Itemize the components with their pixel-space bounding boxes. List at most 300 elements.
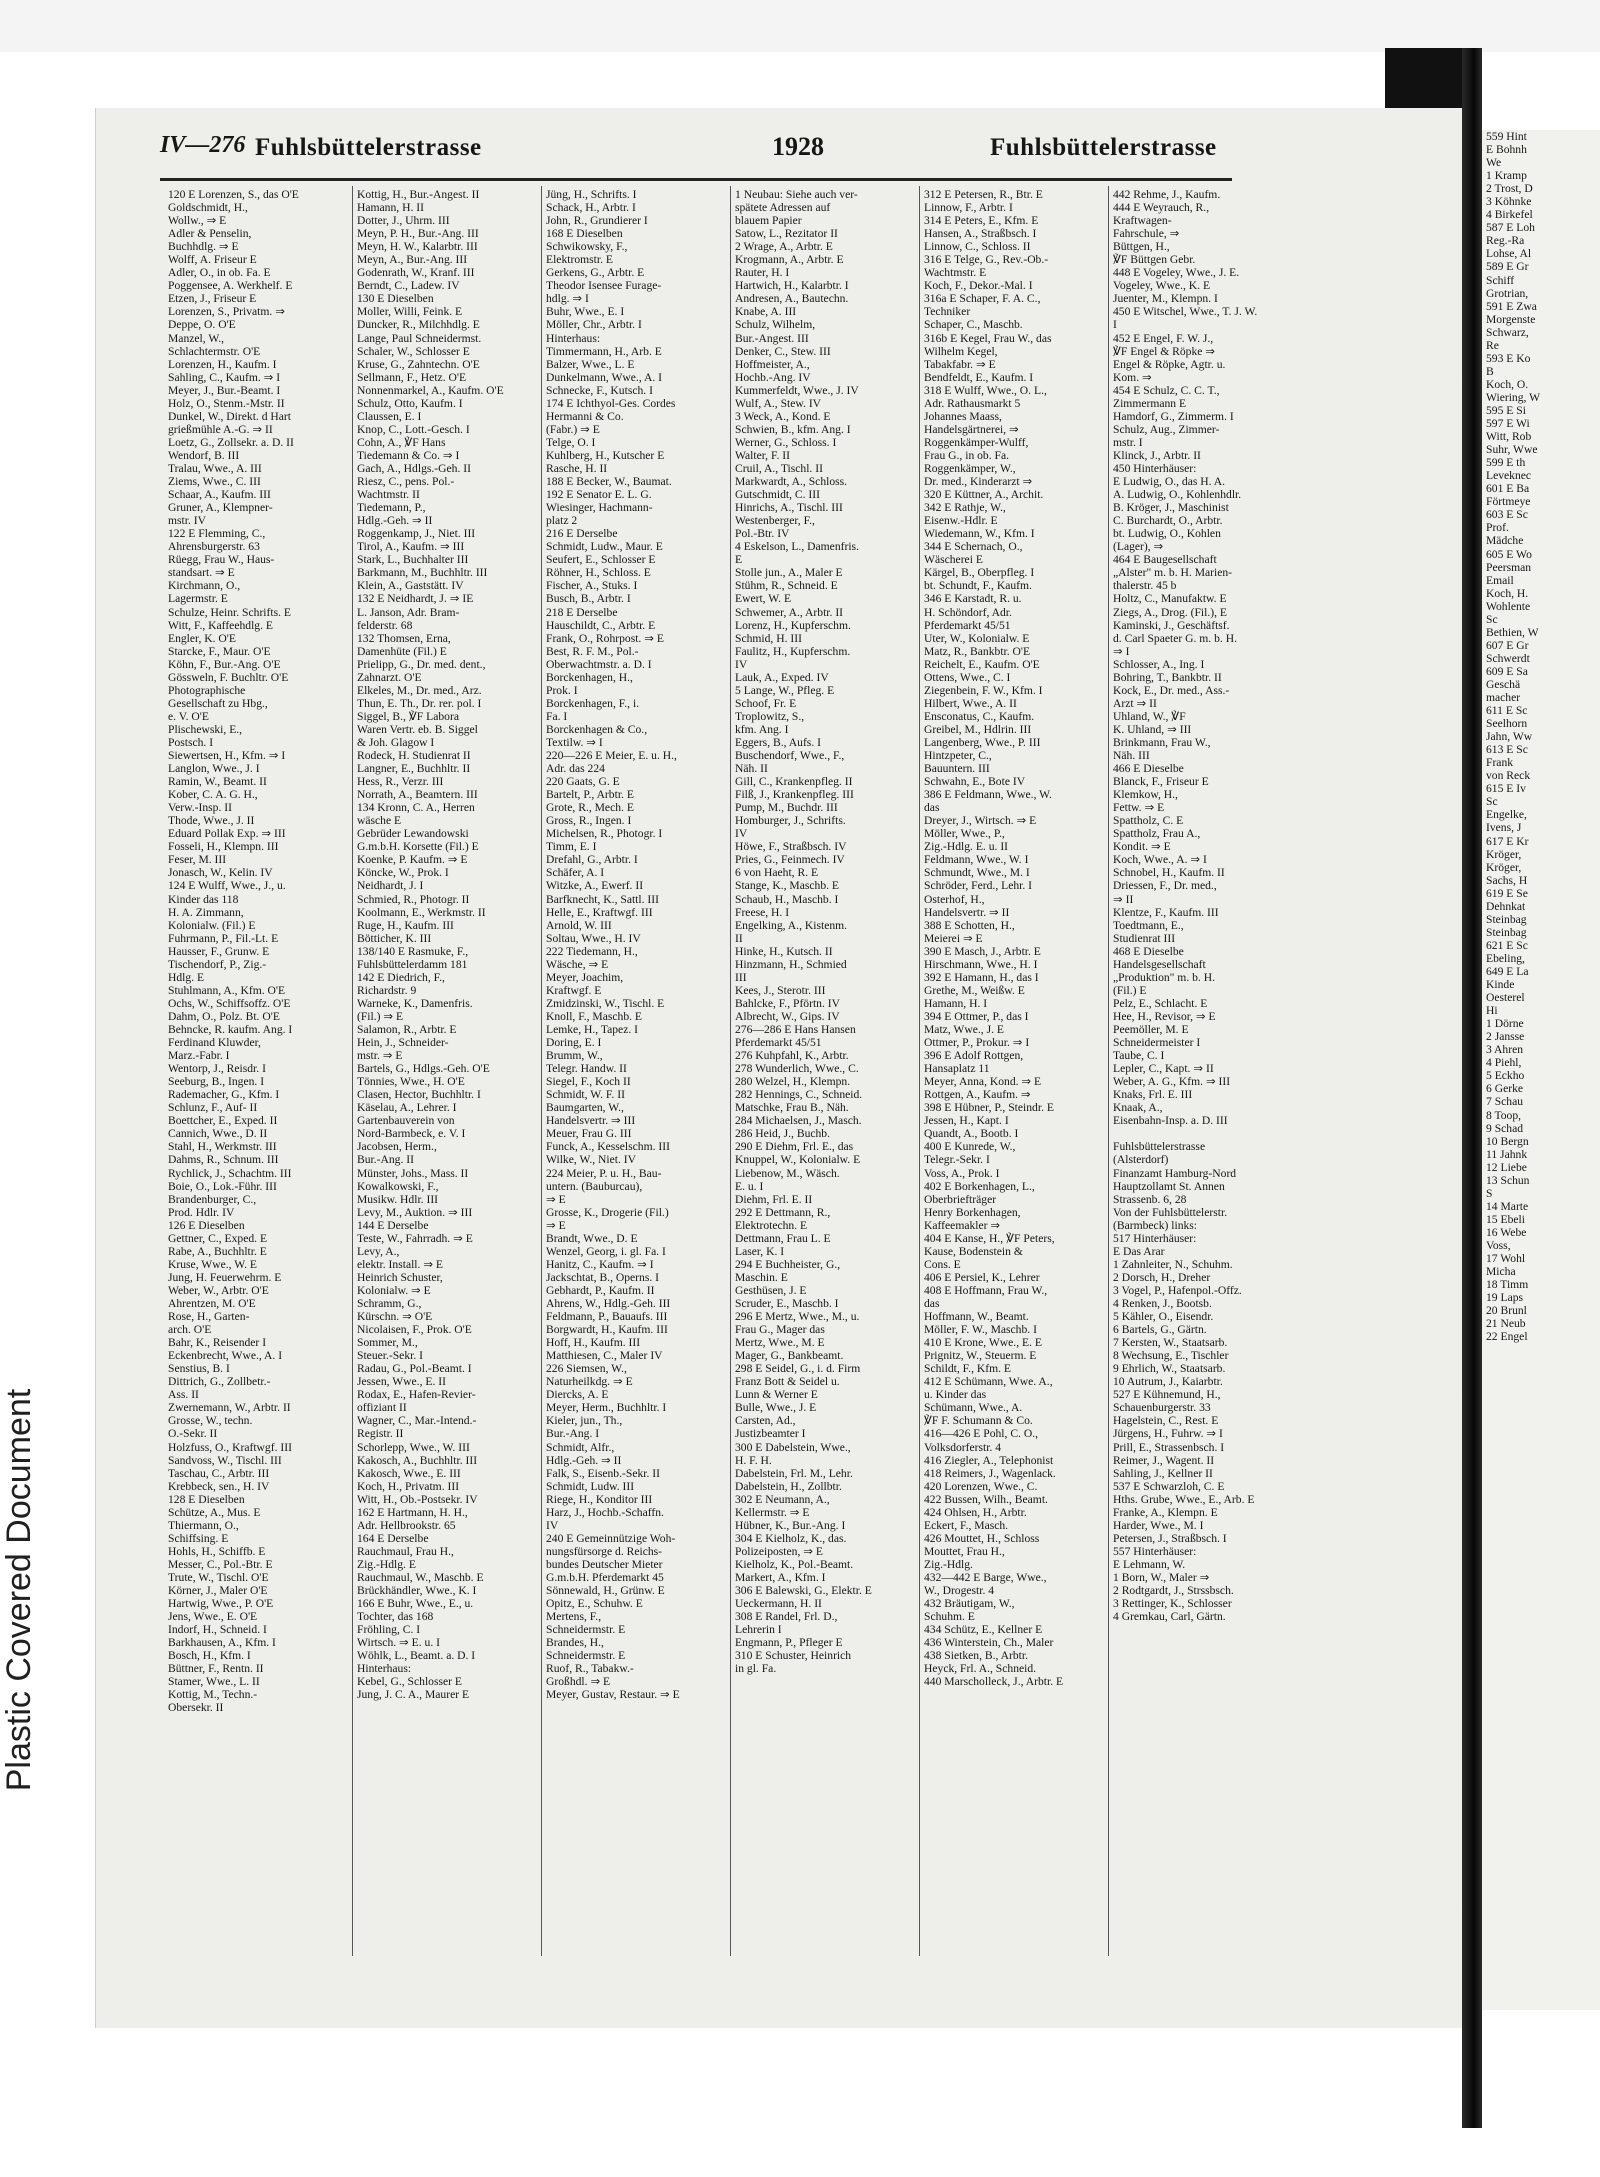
directory-entry: Markwardt, A., Schloss. [735,475,848,489]
fragment-entry: 613 E Sc [1486,743,1528,757]
directory-entry: (Lager), ⇒ [1113,540,1164,554]
directory-entry: Schneidermeister I [1113,1036,1201,1050]
directory-entry: Helle, E., Kraftwgf. III [546,905,653,919]
directory-column-4 [735,188,915,1988]
directory-entry: Godenrath, W., Kranf. III [357,266,475,280]
directory-entry: Poggensee, A. Werkhelf. E [168,279,293,293]
directory-entry: Andresen, A., Bautechn. [735,292,849,306]
directory-entry: Ochs, W., Schiffsoffz. O'E [168,996,291,1010]
directory-entry: Schauenburgerstr. 33 [1113,1401,1211,1415]
directory-entry: Kuhlberg, H., Kutscher E [546,448,665,462]
directory-entry: Gartenbauverein von [357,1114,455,1128]
directory-entry: Schneidermstr. E [546,1623,626,1637]
directory-entry: Damenhüte (Fil.) E [357,644,447,658]
directory-entry: 448 E Vogeley, Wwe., J. E. [1113,266,1240,280]
directory-entry: Langlon, Wwe., J. I [168,762,260,776]
directory-entry: Meyn, P. H., Bur.-Ang. III [357,227,479,241]
fragment-entry: 1 Dörne [1486,1017,1524,1031]
directory-entry: 216 E Derselbe [546,527,618,541]
directory-entry: Hermanni & Co. [546,409,624,423]
directory-entry: 390 E Masch, J., Arbtr. E [924,944,1041,958]
directory-entry: Gebrüder Lewandowski [357,827,469,841]
directory-entry: Möller, Chr., Arbtr. I [546,318,642,332]
directory-entry: 162 E Hartmann, H. H., [357,1505,468,1519]
page-number: IV—276 [160,132,246,158]
directory-entry: 276—286 E Hans Hansen [735,1023,856,1036]
directory-entry: & Joh. Glagow I [357,735,435,749]
directory-entry: 282 Hennings, C., Schneid. [735,1088,863,1102]
directory-entry: Näh. II [735,762,768,776]
directory-entry: L. Janson, Adr. Bram- [357,605,460,619]
directory-entry: 294 E Buchheister, G., [735,1257,841,1271]
directory-entry: Zig.-Hdlg. [924,1557,973,1571]
directory-entry: 406 E Persiel, K., Lehrer [924,1270,1040,1284]
directory-entry: Kakosch, Wwe., E. III [357,1466,461,1480]
directory-entry: Nonnenmarkel, A., Kaufm. O'E [357,383,504,397]
directory-entry: Michelsen, R., Photogr. I [546,827,663,841]
directory-entry: 138/140 E Rasmuke, F., [357,944,469,958]
directory-entry: Warneke, K., Damenfris. [357,996,473,1010]
directory-entry: Knuppel, W., Kolonialw. E [735,1153,861,1167]
fragment-entry: Oesterel [1486,991,1525,1005]
directory-entry: Adler & Penselin, [168,227,252,241]
next-page-text [1482,130,1600,1343]
directory-entry: Jüng, H., Schrifts. I [546,188,637,201]
directory-entry: Köhn, F., Bur.-Ang. O'E [168,657,281,671]
directory-entry: Hein, J., Schneider- [357,1036,449,1050]
fragment-entry: 6 Gerke [1486,1082,1524,1096]
directory-entry: Arnold, W. III [546,918,612,932]
fragment-entry: Wohlente [1486,599,1531,613]
directory-entry: Timm, E. I [546,840,597,854]
directory-entry: 142 E Diedrich, F., [357,970,445,984]
directory-entry: Elektromstr. E [546,253,613,267]
directory-entry: Dunkelmann, Wwe., A. I [546,370,663,384]
directory-entry: Rauter, H. I [735,266,790,280]
directory-entry: 222 Tiedemann, H., [546,944,638,958]
directory-entry: Loetz, G., Zollsekr. a. D. II [168,435,294,449]
directory-entry: Wollw., ⇒ E [168,214,227,228]
directory-entry: Adr. Rathausmarkt 5 [924,396,1021,410]
directory-entry: (Fabr.) ⇒ E [546,422,600,436]
directory-entry: Schneidermstr. E [546,1649,626,1663]
directory-entry: Gross, R., Ingen. I [546,814,632,828]
directory-entry: Holtz, C., Manufaktw. E [1113,592,1227,606]
directory-entry: Kondit. ⇒ E [1113,840,1171,854]
directory-entry: Adr. Hellbrookstr. 65 [357,1518,456,1532]
directory-entry: Ensconatus, C., Kaufm. [924,709,1035,723]
directory-entry: Roggenkämper-Wulff, [924,435,1029,449]
directory-entry: Satow, L., Rezitator II [735,227,838,241]
directory-entry: Ziegs, A., Drog. (Fil.), E [1113,605,1227,619]
directory-entry: Kolonialw. ⇒ E [357,1283,431,1297]
directory-entry: Stuhlmann, A., Kfm. O'E [168,983,286,997]
directory-entry: Buhr, Wwe., E. I [546,305,625,319]
directory-entry: 320 E Küttner, A., Archit. [924,488,1044,502]
directory-entry: Engler, K. O'E [168,631,236,645]
directory-entry: Kruse, G., Zahntechn. O'E [357,357,480,371]
fragment-entry: Sachs, H [1486,873,1528,887]
fragment-entry: Peersman [1486,560,1532,574]
directory-entry: Kebel, G., Schlosser E [357,1675,462,1689]
directory-entry: 450 E Witschel, Wwe., T. J. W. [1113,305,1258,319]
directory-entry: Linnow, C., Schloss. II [924,240,1031,254]
directory-entry: III [735,970,747,984]
directory-entry: Mouttet, Frau H., [924,1544,1005,1558]
directory-entry: Schaub, H., Maschb. I [735,892,839,906]
fragment-entry: 18 Timm [1486,1278,1529,1292]
directory-entry: Schlachtermstr. O'E [168,344,261,358]
directory-entry: Kürschn. ⇒ O'E [357,1310,433,1324]
directory-entry: Büttgen, H., [1113,240,1170,254]
directory-entry: John, R., Grundierer I [546,214,648,228]
directory-entry: Rauchmaul, Frau H., [357,1544,454,1558]
directory-entry: 302 E Neumann, A., [735,1492,830,1506]
directory-entry: Ramin, W., Beamt. II [168,775,267,789]
directory-entry: untern. (Bauburcau), [546,1179,643,1193]
directory-entry: 164 E Derselbe [357,1531,429,1545]
directory-entry: 420 Lorenzen, Wwe., C. [924,1479,1038,1493]
directory-entry: Theodor Isensee Furage- [546,279,662,293]
directory-entry: Hübner, K., Bur.-Ang. I [735,1518,846,1532]
directory-entry: Radau, G., Pol.-Beamt. I [357,1362,472,1376]
fragment-entry: 16 Webe [1486,1225,1527,1239]
directory-entry: Koch, F., Dekor.-Mal. I [924,279,1033,293]
directory-entry: Bahr, K., Reisender I [168,1336,267,1350]
fragment-entry: 595 E Si [1486,403,1526,417]
directory-entry: Stolle jun., A., Maler E [735,566,843,580]
directory-column-1 [168,188,348,1988]
directory-entry: Henry Borkenhagen, [924,1205,1021,1219]
directory-entry: 312 E Petersen, R., Btr. E [924,188,1043,201]
directory-entry: Weber, A. G., Kfm. ⇒ III [1113,1075,1231,1089]
directory-entry: Starcke, F., Maur. O'E [168,644,271,658]
directory-entry: Knaks, Frl. E. III [1113,1088,1193,1102]
directory-entry: Hilbert, Wwe., A. II [924,696,1017,710]
directory-entry: Richardstr. 9 [357,983,417,997]
directory-entry: Greibel, M., Hdlrin. III [924,722,1032,736]
directory-entry: Schmidt, Ludw. III [546,1479,635,1493]
fragment-entry: 22 Engel [1486,1330,1528,1344]
directory-entry: Eckenbrecht, Wwe., A. I [168,1349,283,1363]
fragment-entry: 4 Birkefel [1486,208,1533,222]
fragment-entry: 2 Jansse [1486,1030,1525,1044]
directory-entry: Taube, C. I [1113,1049,1165,1063]
directory-entry: standsart. ⇒ E [168,566,235,580]
directory-entry: Stark, L., Buchhalter III [357,553,469,567]
directory-entry: Gesellschaft zu Hbg., [168,696,268,710]
directory-entry: Dotter, J., Uhrm. III [357,214,450,228]
directory-entry: Osterhof, H., [924,892,985,906]
directory-entry: Wentorp, J., Reisdr. I [168,1062,266,1076]
directory-entry: Kause, Bodenstein & [924,1244,1023,1258]
fragment-entry: 21 Neub [1486,1317,1526,1331]
directory-entry: 444 E Weyrauch, R., [1113,201,1210,215]
fragment-entry: Hi [1486,1004,1498,1018]
header-rule [160,178,1232,181]
directory-entry: Musikw. Hdlr. III [357,1192,439,1206]
directory-entry: 468 E Dieselbe [1113,944,1184,958]
fragment-entry: 3 Köhnke [1486,195,1532,209]
directory-entry: 557 Hinterhäuser: [1113,1544,1197,1558]
fragment-entry: Reg.-Ra [1486,234,1525,248]
directory-entry: (Fil.) E [1113,983,1147,997]
directory-entry: 537 E Schwarzloh, C. E [1113,1479,1225,1493]
directory-entry: 344 E Schernach, O., [924,540,1023,554]
directory-entry: das [924,801,940,815]
directory-entry: 224 Meier, P. u. H., Bau- [546,1166,662,1180]
directory-entry: Roggenkämper, W., [924,461,1016,475]
directory-entry: Schnobel, H., Kaufm. II [1113,866,1225,880]
directory-entry: Cohn, A., ℣F Hans [357,435,446,449]
directory-entry: Kaminski, J., Geschäftsf. [1113,618,1230,632]
directory-entry: Lorenzen, H., Kaufm. I [168,357,277,371]
directory-entry: Gruner, A., Klempner- [168,501,273,515]
directory-entry: Grote, R., Mech. E [546,801,634,815]
directory-entry: 436 Winterstein, Ch., Maler [924,1636,1054,1650]
directory-entry: Kellermstr. ⇒ E [735,1505,810,1519]
directory-entry: Clasen, Hector, Buchhltr. I [357,1088,481,1102]
directory-entry: 134 Kronn, C. A., Herren [357,801,475,815]
directory-entry: Wachtmstr. II [357,488,420,502]
directory-entry: 316a E Schaper, F. A. C., [924,292,1041,306]
directory-entry: Albrecht, W., Gips. IV [735,1009,840,1023]
next-page-fragment [1482,130,1600,2010]
directory-entry: 404 E Kanse, H., ℣F Peters, [924,1231,1055,1245]
directory-entry: Timmermann, H., Arb. E [546,344,662,358]
directory-entry: Brandes, H., [546,1636,604,1650]
fragment-entry: 8 Toop, [1486,1108,1522,1122]
directory-entry [1113,1127,1293,1140]
directory-entry: 3 Rettinger, K., Schlosser [1113,1597,1232,1611]
directory-entry: Wachtmstr. E [924,266,987,280]
directory-entry: 394 E Ottmer, P., das I [924,1009,1029,1023]
fragment-entry: 607 E Gr [1486,638,1529,652]
directory-entry: Schramm, G., [357,1296,422,1310]
directory-entry: 416—426 E Pohl, C. O., [924,1427,1039,1441]
directory-entry: Hdlg. E [168,970,205,984]
directory-entry: Klemkow, H., [1113,788,1178,802]
directory-entry: Borckenhagen, H., [546,670,633,684]
directory-entry: Hdlg.-Geh. ⇒ II [546,1453,622,1467]
directory-entry: 132 Thomsen, Erna, [357,631,451,645]
directory-entry: Gebhardt, P., Kaufm. II [546,1283,655,1297]
directory-entry: 442 Rehme, J., Kaufm. [1113,188,1221,201]
fragment-entry: Ebeling, [1486,951,1525,965]
directory-entry: Zig.-Hdlg. E [357,1557,416,1571]
directory-entry: Wendorf, B. III [168,448,240,462]
directory-entry: Hartwich, H., Kalarbtr. I [735,279,849,293]
directory-entry: Kaffeemakler ⇒ [924,1218,1001,1232]
directory-entry: Dunkel, W., Direkt. d Hart [168,409,292,423]
column-divider [730,186,731,1956]
directory-entry: Kruse, Wwe., W. E [168,1257,257,1271]
directory-entry: Münster, Johs., Mass. II [357,1166,469,1180]
directory-entry: Techniker [924,305,971,319]
directory-entry: 398 E Hübner, P., Steindr. E [924,1101,1054,1115]
directory-entry: Schaler, W., Schlosser E [357,344,470,358]
directory-entry: Indorf, H., Schneid. I [168,1623,267,1637]
directory-entry: Ruof, R., Tabakw.- [546,1662,634,1676]
directory-entry: Bosch, H., Kfm. I [168,1649,251,1663]
directory-entry: Höwe, F., Straßbsch. IV [735,840,847,854]
directory-entry: 220—226 E Meier, E. u. H., [546,749,677,763]
fragment-entry: 1 Kramp [1486,169,1527,183]
directory-entry: G.m.b.H. Pferdemarkt 45 [546,1570,664,1584]
directory-entry: Schröder, Ferd., Lehr. I [924,879,1033,893]
directory-entry: Schuhm. E [924,1610,975,1624]
directory-entry: ℣F Büttgen Gebr. [1113,253,1196,267]
directory-entry: Tiedemann & Co. ⇒ I [357,448,460,462]
directory-entry: 304 E Kielholz, K., das. [735,1531,847,1545]
directory-entry: Meyer, Gustav, Restaur. ⇒ E [546,1688,680,1702]
directory-entry: Siegel, F., Koch II [546,1075,631,1089]
fragment-entry: 589 E Gr [1486,260,1529,274]
directory-entry: Siggel, B., ℣F Labora [357,709,459,723]
directory-entry: Wulf, A., Stew. IV [735,396,822,410]
directory-entry: kfm. Ang. I [735,722,789,736]
directory-entry: Mertz, Wwe., M. E [735,1336,825,1350]
directory-entry: (Fil.) ⇒ E [357,1009,404,1023]
directory-entry: ℣F Engel & Röpke ⇒ [1113,344,1216,358]
directory-entry: Harder, Wwe., M. I [1113,1518,1204,1532]
directory-entry: Werner, G., Schloss. I [735,435,837,449]
directory-entry: Weber, W., Arbtr. O'E [168,1283,269,1297]
directory-entry: Heyck, Frl. A., Schneid. [924,1662,1037,1676]
directory-entry: Jung, H. Feuerwehrm. E [168,1270,282,1284]
directory-entry: 412 E Schümann, Wwe. A., [924,1375,1053,1389]
column-divider [1108,186,1109,1956]
directory-entry: Barfknecht, K., Sattl. III [546,892,660,906]
directory-entry: Meyer, J., Bur.-Beamt. I [168,383,281,397]
directory-entry: 396 E Adolf Rottgen, [924,1049,1024,1063]
directory-entry: Büttner, F., Rentn. II [168,1662,264,1676]
directory-entry: 454 E Schulz, C. C. T., [1113,383,1220,397]
directory-entry: Hauschildt, C., Arbtr. E [546,618,656,632]
directory-entry: Kom. ⇒ [1113,370,1152,384]
directory-entry: 290 E Diehm, Frl. E., das [735,1140,854,1154]
directory-entry: Kottig, M., Techn.- [168,1688,258,1702]
directory-entry: Eisenw.-Hdlr. E [924,514,998,528]
directory-entry: Wirtsch. ⇒ E. u. I [357,1636,440,1650]
directory-entry: Diercks, A. E [546,1388,609,1402]
directory-entry: Kowalkowski, F., [357,1179,439,1193]
directory-entry: Scruder, E., Maschb. I [735,1296,839,1310]
directory-entry: Hansaplatz 11 [924,1062,990,1076]
directory-entry: Bur.-Ang. I [546,1427,600,1441]
directory-entry: Markert, A., Kfm. I [735,1570,826,1584]
directory-entry: H. A. Zimmann, [168,905,244,919]
fragment-entry: Voss, [1486,1238,1511,1252]
fragment-entry: 5 Eckho [1486,1069,1525,1083]
directory-entry: Kraftwgf. E [546,983,602,997]
directory-entry: 310 E Schuster, Heinrich [735,1649,852,1663]
directory-entry: Bulle, Wwe., J. E [735,1401,817,1415]
directory-entry: 7 Kersten, W., Staatsarb. [1113,1336,1228,1350]
directory-entry: Sahling, J., Kellner II [1113,1466,1213,1480]
fragment-entry: 11 Jahnk [1486,1147,1528,1161]
directory-entry: Telegr.-Sekr. I [924,1153,990,1167]
directory-entry: Hintzpeter, C., [924,749,992,763]
directory-entry: Tirol, A., Kaufm. ⇒ III [357,540,465,554]
directory-entry: Kielholz, K., Pol.-Beamt. [735,1557,854,1571]
directory-entry: 1 Zahnleiter, N., Schuhm. [1113,1257,1233,1271]
directory-entry: Kraftwagen- [1113,214,1172,228]
directory-entry: Behncke, R. kaufm. Ang. I [168,1023,293,1036]
directory-entry: Schwahn, E., Bote IV [924,775,1026,789]
directory-entry: Thode, Wwe., J. II [168,814,255,828]
directory-entry: Telegr. Handw. II [546,1062,627,1076]
directory-entry: Prod. Hdlr. IV [168,1205,235,1219]
directory-entry: Volksdorferstr. 4 [924,1440,1002,1454]
directory-entry: Franke, A., Klempn. E [1113,1505,1218,1519]
directory-entry: Frank, O., Rohrpost. ⇒ E [546,631,664,645]
directory-entry: 126 E Dieselben [168,1218,245,1232]
directory-entry: 400 E Kunrede, W., [924,1140,1016,1154]
directory-entry: Spattholz, C. E [1113,814,1184,828]
directory-entry: 120 E Lorenzen, S., das O'E [168,188,299,201]
directory-entry: das [924,1296,940,1310]
directory-entry: Matschke, Frau B., Näh. [735,1101,849,1115]
fragment-entry: 2 Trost, D [1486,182,1533,196]
directory-entry: 440 Marscholleck, J., Arbtr. E [924,1675,1064,1689]
fragment-entry: Grotrian, [1486,286,1529,300]
fragment-entry: Schwarz, [1486,325,1529,339]
fragment-entry: 14 Marte [1486,1199,1529,1213]
scan-top-margin [0,0,1600,52]
directory-entry: Roggenkamp, J., Niet. III [357,527,476,541]
directory-entry: Feser, M. III [168,853,227,867]
directory-entry: Engmann, P., Pfleger E [735,1636,843,1650]
directory-column-6 [1113,188,1293,1988]
directory-entry: Barkhausen, A., Kfm. I [168,1636,276,1650]
directory-entry: Balzer, Wwe., L. E [546,357,635,371]
directory-entry: Brandenburger, C., [168,1192,257,1206]
directory-entry: Sönnewald, H., Grünw. E [546,1584,665,1598]
directory-entry: 300 E Dabelstein, Wwe., [735,1440,851,1454]
street-title-left: Fuhlsbüttelerstrasse [255,134,482,161]
directory-entry: Maschin. E [735,1270,788,1284]
fragment-entry: Frank [1486,756,1514,770]
directory-entry: Knop, C., Lott.-Gesch. I [357,422,470,436]
directory-entry: Ahrens, W., Hdlg.-Geh. III [546,1296,671,1310]
directory-entry: Liebenow, M., Wäsch. [735,1166,840,1180]
directory-entry: Schütze, A., Mus. E [168,1505,261,1519]
fragment-entry: macher [1486,691,1521,705]
directory-entry: hdlg. ⇒ I [546,292,589,306]
directory-entry: Elektrotechn. E [735,1218,808,1232]
directory-entry: Pol.-Btr. IV [735,527,790,541]
directory-entry: ⇒ I [1113,644,1130,658]
directory-entry: Tabakfabr. ⇒ E [924,357,996,371]
directory-entry: Denker, C., Stew. III [735,344,831,358]
directory-entry: Hee, H., Revisor, ⇒ E [1113,1009,1216,1023]
directory-entry: Gettner, C., Exped. E [168,1231,268,1245]
directory-entry: Walter, F. II [735,448,790,462]
fragment-entry: 615 E Iv [1486,782,1526,796]
directory-entry: Brinkmann, Frau W., [1113,735,1211,749]
directory-entry: Nord-Barmbeck, e. V. I [357,1127,466,1141]
directory-entry: ℣F F. Schumann & Co. [924,1414,1033,1428]
directory-entry: 314 E Peters, E., Kfm. E [924,214,1039,228]
directory-entry: Ewert, W. E [735,592,792,606]
directory-entry: Taschau, C., Arbtr. III [168,1466,270,1480]
directory-entry: Marz.-Fabr. I [168,1049,230,1063]
directory-entry: Schack, H., Arbtr. I [546,201,636,215]
directory-entry: grießmühle A.-G. ⇒ II [168,422,273,436]
fragment-entry: 12 Liebe [1486,1160,1527,1174]
fragment-entry: 17 Wohl [1486,1252,1526,1266]
